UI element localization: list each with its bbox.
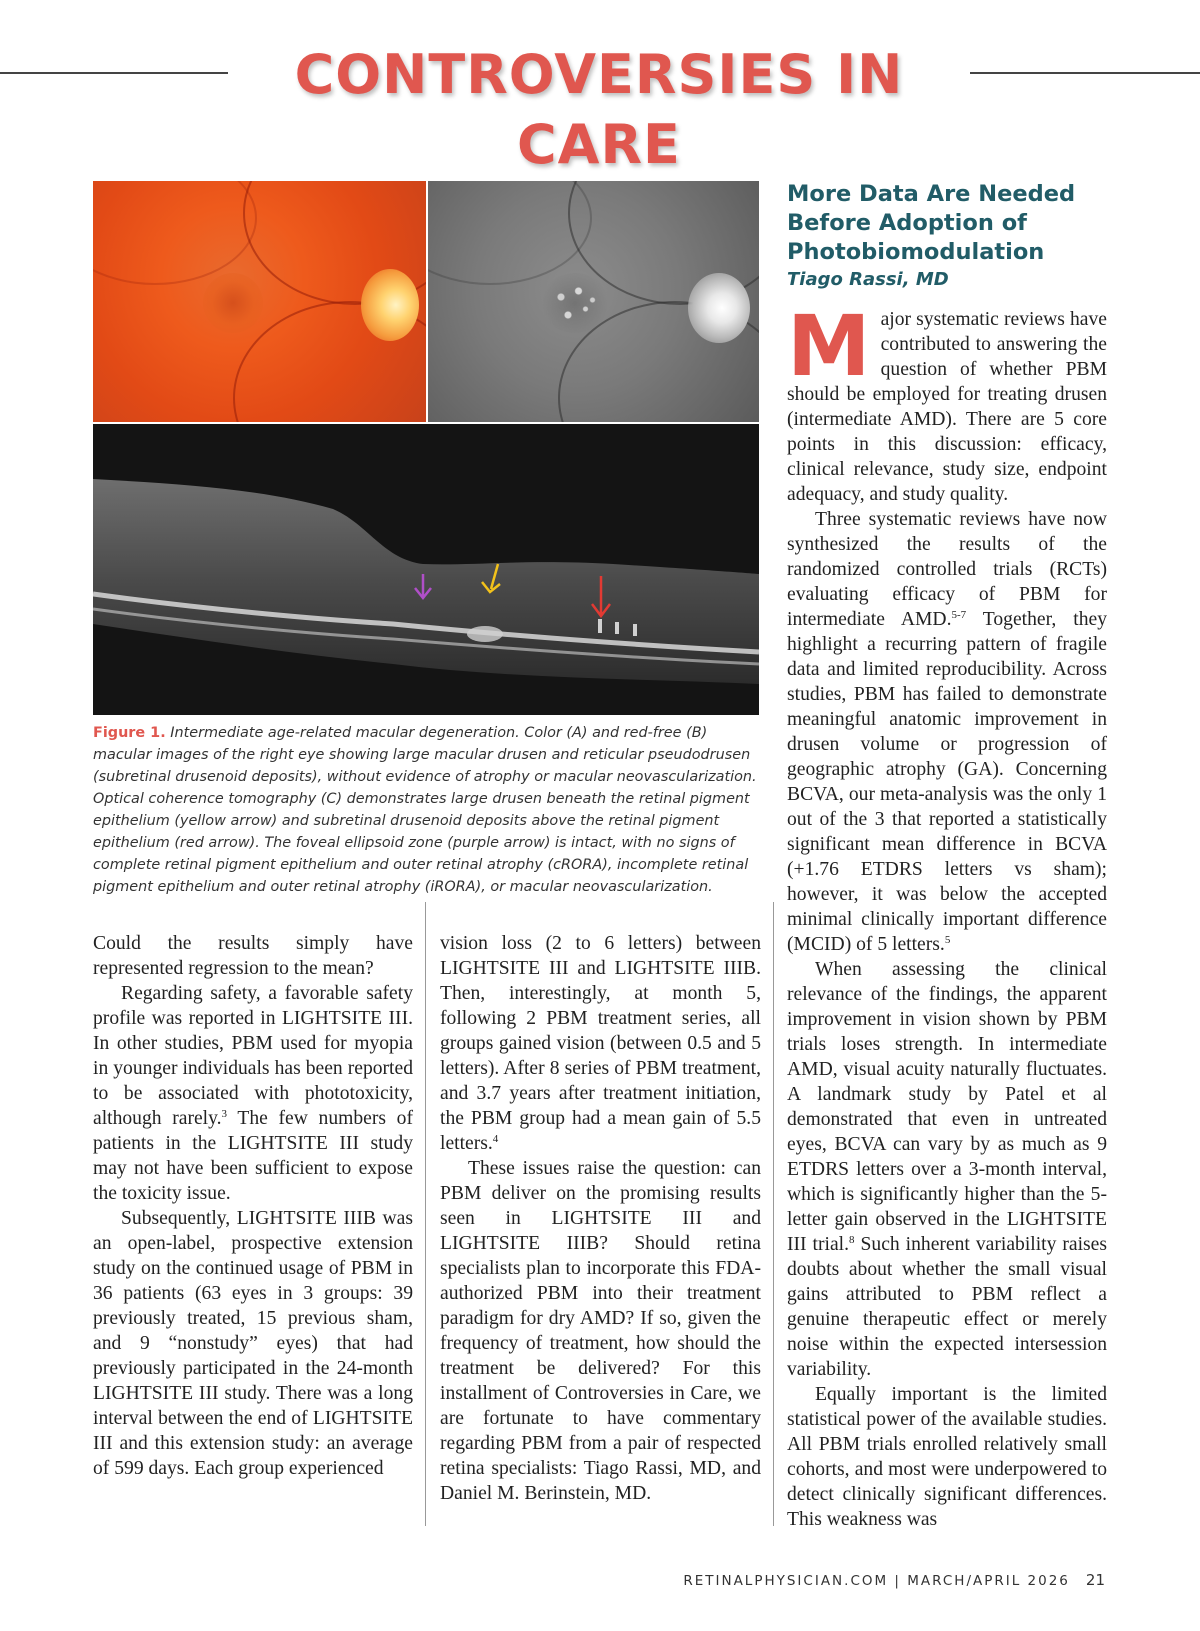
paragraph: Could the results simply have represented regression to the mean? <box>93 933 413 979</box>
drusen-spots <box>540 273 610 333</box>
paragraph: Subsequently, LIGHTSITE IIIB was an open-label, prospective extension study on the continued usage of PBM in 36 patients (63 eyes in 3 groups: 39 previously treated, 15 previous sham, and 9 “nonstudy” eyes) that had previously participated in the 24-month LIGHTSITE III study. There was a long interval between the end of LIGHTSITE III and this extension study: an average of 599 days. Each group experienced <box>93 1208 413 1479</box>
sidebar-author: Tiago Rassi, MD <box>787 269 949 290</box>
paragraph: Regarding safety, a favorable safety profile was reported in LIGHTSITE III. In other studies, PBM used for myopia in younger individuals has been reported to be associated with phototoxicity, although rarely.$^3$ The few numbers of patients in the LIGHTSITE III study may not have been sufficient to expose the toxicity issue. <box>93 983 413 1204</box>
page-number: 21 <box>1085 1571 1105 1589</box>
banner-rule-right <box>970 72 1200 74</box>
paragraph: vision loss (2 to 6 letters) between LIGHTSITE III and LIGHTSITE IIIB. Then, interestingly, at month 5, following 2 PBM treatment series, all groups gained vision (between 0.5 and 5 letters). After 8 series of PBM treatment, and 3.7 years after treatment initiation, the PBM group had a mean gain of 5.5 letters.$^4$ <box>440 933 761 1154</box>
paragraph: Three systematic reviews have now synthesized the results of the randomized controlled trials (RCTs) evaluating efficacy of PBM for intermediate AMD.$^{5-7}$ Together, they highlight a recurring pattern of fragile data and limited reproducibility. Across studies, PBM has failed to demonstrate meaningful anatomic improvement in drusen volume or progression of geographic atrophy (GA). Concerning BCVA, our meta-analysis was the only 1 out of the 3 that reported a statistically significant mean difference in BCVA (+1.76 ETDRS letters vs sham); however, it was below the accepted minimal clinically important difference (MCID) of 5 letters.$^5$ <box>787 509 1107 955</box>
footer-site-date: RETINALPHYSICIAN.COM | MARCH/APRIL 2026 <box>683 1573 1070 1589</box>
section-title: CONTROVERSIES IN CARE <box>294 43 904 176</box>
banner-rule-left <box>0 72 228 74</box>
drop-cap: M <box>787 297 871 395</box>
reference-superscript: 3 <box>221 1108 228 1120</box>
paragraph: When assessing the clinical relevance of the findings, the apparent improvement in vision shown by PBM trials loses strength. In intermediate AMD, visual acuity naturally fluctuates. A landmark study by Patel et al demonstrated that even in untreated eyes, BCVA can vary by as much as 9 ETDRS letters over a 3-month interval, which is significantly higher than the 5-letter gain observed in the LIGHTSITE III trial.$^8$ Such inherent variability raises doubts about whether the small visual gains attributed to PBM reflect a genuine therapeutic effect or merely noise within the expected intersession variability. <box>787 959 1107 1380</box>
figure-caption-text: Intermediate age-related macular degeneration. Color (A) and red-free (B) macular images of the right eye showing large macular drusen and reticular pseudodrusen (subretinal drusenoid deposits), without evidence of atrophy or macular neovascularization. Optical coherence tomography (C) demonstrates large drusen beneath the retinal pigment epithelium (yellow arrow) and subretinal drusenoid deposits above the retinal pigment epithelium (red arrow). The foveal ellipsoid zone (purple arrow) is intact, with no signs of complete retinal pigment epithelium and outer retinal atrophy (cRORA), incomplete retinal pigment epithelium and outer retinal atrophy (iRORA), or macular neovascularization. <box>93 725 757 895</box>
paragraph: These issues raise the question: can PBM deliver on the promising results seen in LIGHTSITE III and LIGHTSITE IIIB? Should retina specialists plan to incorporate this FDA-authorized PBM into their treatment paradigm for dry AMD? If so, given the frequency of treatment, how should the treatment be delivered? For this installment of Controversies in Care, we are fortunate to have commentary regarding PBM from a pair of respected retina specialists: Tiago Rassi, MD, and Daniel M. Berinstein, MD. <box>440 1158 761 1504</box>
figure-label: Figure 1. <box>93 725 166 741</box>
paragraph: Equally important is the limited statistical power of the available studies. All PBM trials enrolled relatively small cohorts, and most were underpowered to detect clinically significant differences. This weakness was <box>787 1384 1107 1530</box>
reference-superscript: 8 <box>849 1234 855 1246</box>
section-banner <box>0 40 1200 176</box>
figure-caption <box>93 722 759 898</box>
optic-disc <box>361 269 419 341</box>
figure-1 <box>93 181 759 715</box>
reference-superscript: 5-7 <box>951 609 967 621</box>
oct-scan-image <box>93 424 759 715</box>
column-divider <box>773 902 774 1526</box>
sidebar-title: More Data Are Needed Before Adoption of Photobiomodulation <box>787 181 1076 265</box>
page-footer <box>580 1571 1105 1589</box>
sidebar-header <box>787 180 1117 293</box>
middle-column <box>440 931 761 1506</box>
red-free-fundus-image <box>428 181 759 422</box>
color-fundus-image <box>93 181 426 422</box>
reference-superscript: 5 <box>944 934 951 946</box>
paragraph: Major systematic reviews have contributed to answering the question of whether PBM should be employed for treating drusen (intermediate AMD). There are 5 core points in this discussion: efficacy, clinical relevance, study size, endpoint adequacy, and study quality. <box>787 297 1107 505</box>
reference-superscript: 4 <box>492 1133 499 1145</box>
column-divider <box>425 902 426 1526</box>
left-column <box>93 931 413 1481</box>
right-column <box>787 297 1107 1532</box>
optic-disc <box>688 273 750 343</box>
